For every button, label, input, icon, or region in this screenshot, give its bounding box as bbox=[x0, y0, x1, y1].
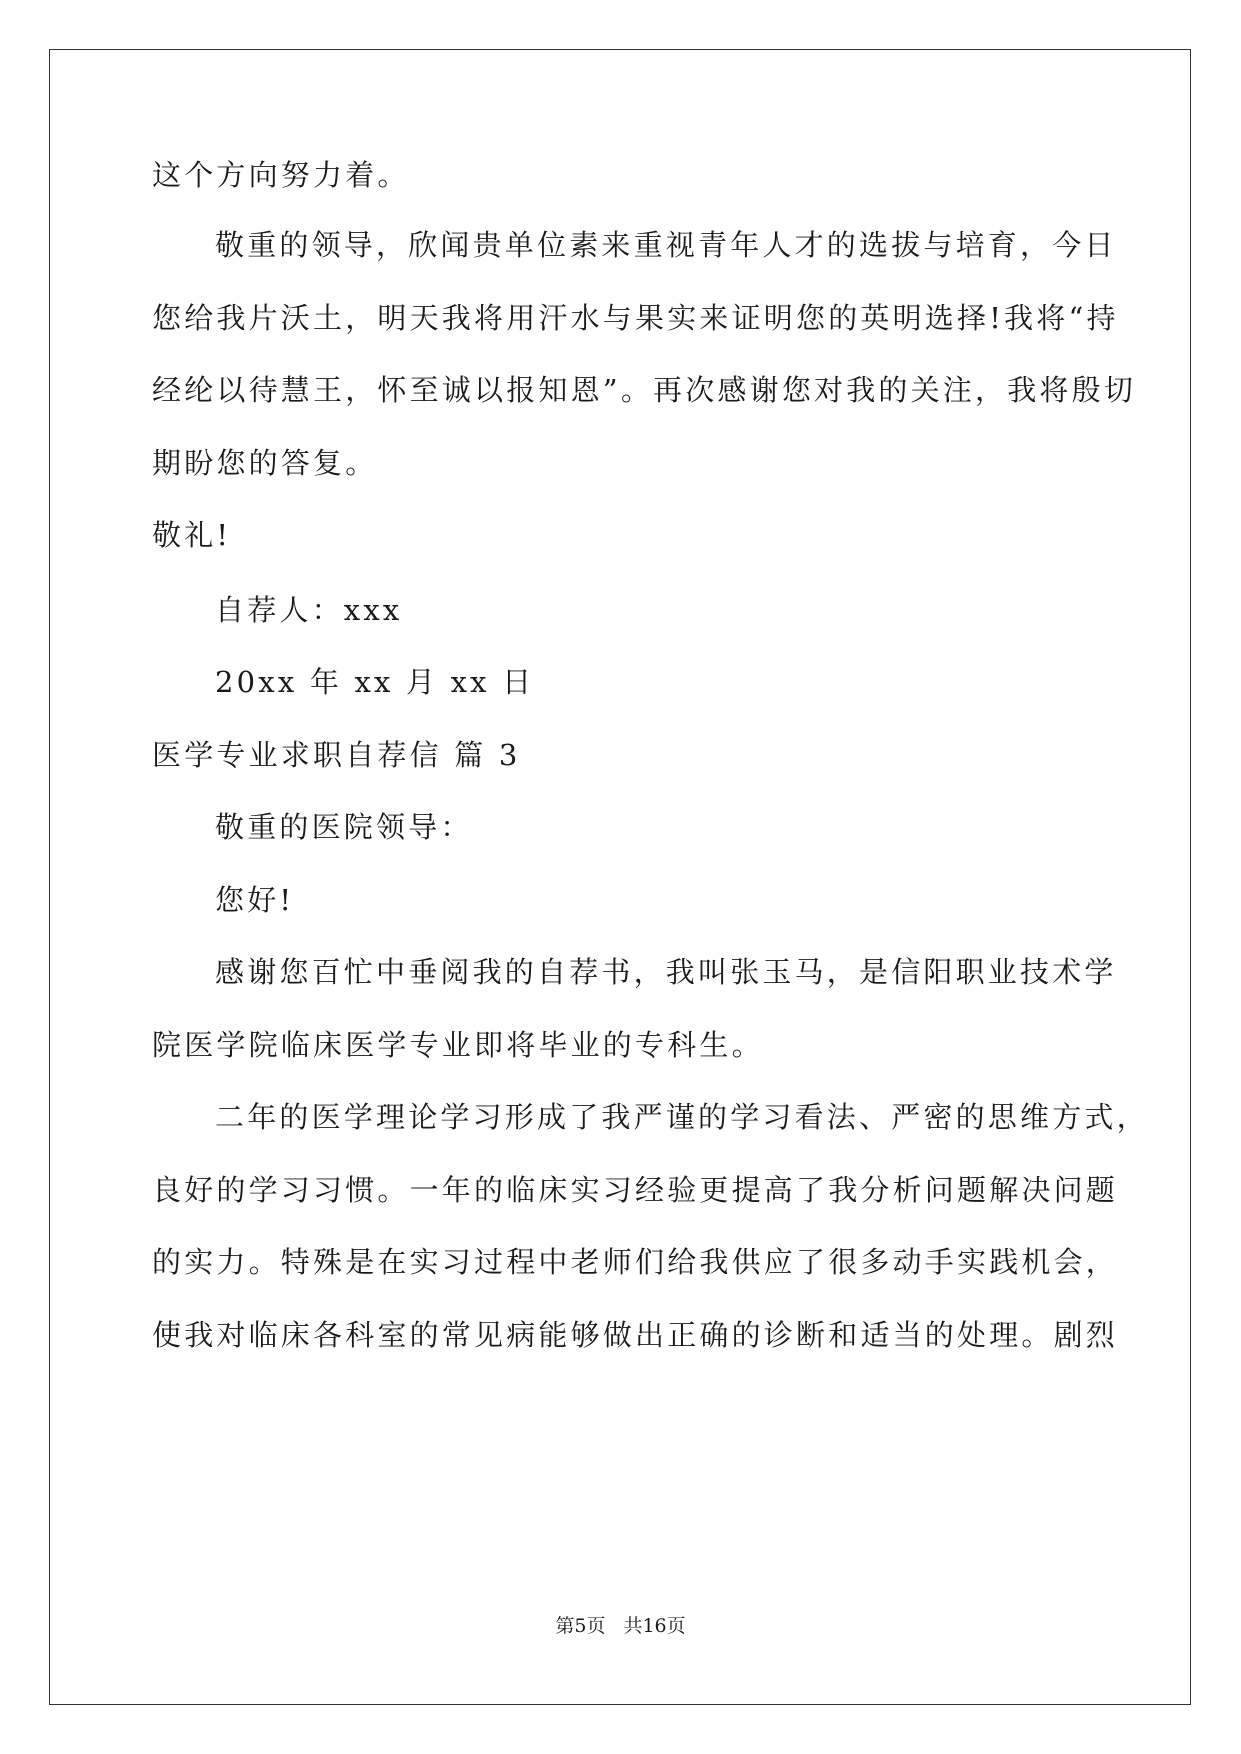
text-line: 敬重的领导，欣闻贵单位素来重视青年人才的选拔与培育，今日 bbox=[215, 228, 1117, 262]
text-line: 期盼您的答复。 bbox=[152, 446, 378, 480]
text-line: 二年的医学理论学习形成了我严谨的学习看法、严密的思维方式， bbox=[215, 1100, 1149, 1134]
text-line: 感谢您百忙中垂阅我的自荐书，我叫张玉马，是信阳职业技术学 bbox=[215, 955, 1117, 989]
text-line: 使我对临床各科室的常见病能够做出正确的诊断和适当的处理。剧烈 bbox=[152, 1318, 1119, 1352]
salutation-closing: 敬礼! bbox=[152, 518, 232, 552]
page-footer bbox=[0, 1614, 1241, 1638]
text-line: 良好的学习习惯。一年的临床实习经验更提高了我分析问题解决问题 bbox=[152, 1173, 1119, 1207]
text-line: 的实力。特殊是在实习过程中老师们给我供应了很多动手实践机会， bbox=[152, 1245, 1119, 1279]
greeting-hello: 您好! bbox=[215, 883, 295, 917]
text-line: 这个方向努力着。 bbox=[152, 158, 410, 192]
signature-name: 自荐人：xxx bbox=[215, 593, 403, 627]
text-line: 您给我片沃土，明天我将用汗水与果实来证明您的英明选择!我将“持 bbox=[152, 301, 1119, 335]
page-number-current: 第5页 bbox=[555, 1615, 606, 1637]
signature-date: 20xx 年 xx 月 xx 日 bbox=[215, 665, 535, 699]
page-number-total: 共16页 bbox=[623, 1615, 686, 1637]
section-heading: 医学专业求职自荐信 篇 3 bbox=[152, 738, 521, 772]
text-line: 院医学院临床医学专业即将毕业的专科生。 bbox=[152, 1028, 764, 1062]
greeting: 敬重的医院领导： bbox=[215, 810, 473, 844]
text-line: 经纶以待慧王，怀至诚以报知恩”。再次感谢您对我的关注，我将殷切 bbox=[152, 373, 1137, 407]
